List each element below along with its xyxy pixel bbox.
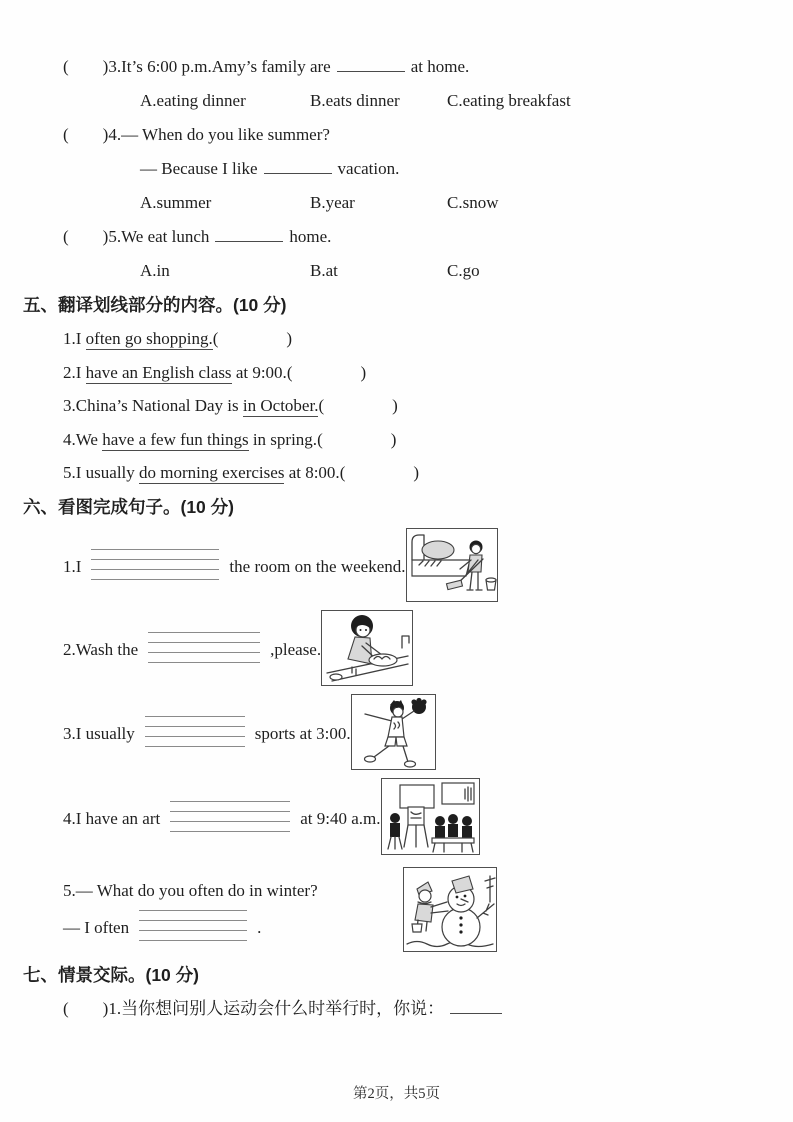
mc-question-3 — [0, 50, 793, 84]
answer-bracket[interactable] — [317, 430, 396, 449]
mc-options-3 — [0, 84, 793, 118]
mc-question-4-answer-line — [0, 152, 793, 186]
girl-washing-clothes-icon — [322, 611, 412, 685]
question-text: It’s 6:00 p.m.Amy’s family are — [121, 57, 331, 76]
section-5-title: 五、翻译划线部分的内容。(10 分) — [23, 295, 287, 315]
option-c: C.snow — [447, 193, 499, 212]
picture-item-4 — [0, 778, 793, 855]
sentence-text: the room on the weekend. — [229, 557, 406, 576]
option-b: B.year — [310, 193, 355, 212]
translate-item-1 — [0, 322, 793, 356]
option-a: A.summer — [140, 193, 212, 212]
bracket-open: ( — [63, 227, 69, 246]
art-class-icon — [382, 779, 479, 854]
sentence-text: at 9:40 a.m. — [300, 808, 381, 828]
question-line — [63, 872, 403, 909]
answer-blank[interactable] — [215, 223, 283, 242]
bracket-close: ) — [392, 396, 398, 415]
bracket-close: ) — [413, 463, 420, 482]
bracket-close: ) — [102, 57, 109, 76]
situational-item-1 — [0, 992, 793, 1026]
bracket-close: ) — [102, 227, 109, 246]
item-number: 3. — [63, 724, 76, 743]
answer-bracket[interactable] — [318, 396, 397, 415]
sentence-text: We — [75, 429, 103, 449]
sentence — [63, 632, 321, 663]
mc-options-4 — [0, 186, 793, 220]
sentence — [63, 716, 351, 747]
sentence-text: at 8:00. — [284, 463, 340, 482]
question-text: home. — [289, 227, 332, 246]
underlined-phrase: have an English class — [85, 362, 232, 382]
item-number: 3. — [63, 396, 76, 415]
picture-item-5 — [0, 867, 793, 952]
girl-washing-clothes-illustration — [321, 610, 413, 686]
picture-item-2 — [0, 610, 793, 686]
underlined-phrase: have a few fun things — [102, 429, 249, 449]
sentence-text: I — [75, 557, 82, 576]
sentence-text: — What do you often do in winter? — [75, 881, 318, 900]
sentence-text: . — [257, 918, 262, 937]
section-7-title: 七、情景交际。(10 分) — [23, 964, 199, 985]
answer-bracket[interactable] — [63, 125, 108, 144]
answer-blank[interactable] — [337, 53, 405, 72]
option-c: C.eating breakfast — [447, 91, 571, 110]
underlined-phrase: in October. — [242, 396, 319, 415]
bracket-open: ( — [318, 396, 325, 415]
sentence-text: China’s National Day is — [75, 396, 243, 415]
picture-item-1 — [0, 528, 793, 602]
answer-bracket[interactable] — [287, 363, 366, 382]
answer-blank[interactable] — [264, 155, 332, 174]
writing-lines-blank[interactable] — [91, 549, 219, 580]
sentence-text: Wash the — [75, 640, 139, 659]
sentence-text: I usually — [75, 724, 135, 743]
mc-question-4 — [0, 118, 793, 152]
option-a: A.eating dinner — [140, 91, 246, 110]
bracket-open: ( — [63, 57, 69, 76]
question-number: 5. — [108, 227, 122, 246]
question-text: at home. — [410, 57, 470, 76]
item-number: 2. — [63, 640, 76, 659]
writing-lines-blank[interactable] — [170, 801, 290, 832]
translate-item-5 — [0, 456, 793, 490]
translate-item-2 — [0, 356, 793, 390]
translate-item-3 — [0, 389, 793, 423]
bracket-close: ) — [102, 125, 109, 144]
item-number: 5. — [63, 463, 76, 482]
question-text: We eat lunch — [121, 227, 210, 246]
bracket-open: ( — [63, 998, 69, 1018]
writing-lines-blank[interactable] — [145, 716, 245, 747]
sentence-text: sports at 3:00. — [254, 724, 351, 743]
boy-mopping-floor-illustration — [406, 528, 498, 602]
translate-item-4 — [0, 423, 793, 457]
sentence-text: I — [75, 362, 86, 382]
bracket-open: ( — [63, 125, 69, 144]
bracket-open: ( — [317, 429, 323, 449]
sentence — [63, 872, 403, 946]
art-class-illustration — [381, 778, 480, 855]
bracket-close: ) — [102, 998, 109, 1018]
item-number: 2. — [63, 362, 76, 382]
sentence-text: — I often — [63, 918, 130, 937]
sentence-text: ,please. — [270, 640, 322, 659]
writing-lines-blank[interactable] — [139, 910, 247, 941]
option-b: B.at — [310, 261, 338, 280]
answer-bracket[interactable] — [340, 463, 419, 482]
bracket-open: ( — [286, 362, 293, 382]
question-text: — When do you like summer? — [121, 125, 330, 144]
question-text: vacation. — [337, 159, 400, 178]
answer-bracket[interactable] — [63, 227, 108, 246]
boy-mopping-floor-icon — [407, 529, 497, 601]
sentence — [63, 549, 406, 580]
boy-playing-baseball-illustration — [351, 694, 436, 770]
sentence — [63, 801, 381, 832]
boy-playing-baseball-icon — [352, 695, 435, 769]
child-making-snowman-icon — [404, 868, 496, 951]
answer-bracket[interactable] — [213, 329, 292, 348]
page-number: 第2页，共5页 — [353, 1086, 440, 1102]
sentence-text: in spring. — [248, 429, 318, 449]
question-text: — Because I like — [140, 159, 258, 178]
answer-bracket[interactable] — [63, 999, 108, 1018]
writing-lines-blank[interactable] — [148, 632, 260, 663]
option-c: C.go — [447, 261, 480, 280]
answer-bracket[interactable] — [63, 57, 108, 76]
bracket-close: ) — [360, 362, 367, 382]
sentence-text: at 9:00. — [231, 362, 287, 382]
sentence-text: I usually — [75, 463, 140, 482]
option-a: A.in — [140, 261, 170, 280]
section-6-title: 六、看图完成句子。(10 分) — [23, 496, 234, 517]
underlined-phrase: do morning exercises — [139, 463, 285, 482]
bracket-open: ( — [212, 329, 219, 348]
bracket-close: ) — [390, 429, 397, 449]
bracket-close: ) — [286, 329, 293, 348]
picture-item-3 — [0, 694, 793, 770]
item-number: 1. — [63, 329, 76, 348]
mc-question-5 — [0, 220, 793, 254]
option-b: B.eats dinner — [310, 91, 400, 110]
item-number: 5. — [63, 881, 76, 900]
question-number: 3. — [108, 57, 122, 76]
answer-blank[interactable] — [450, 995, 502, 1014]
item-number: 4. — [63, 808, 76, 828]
question-number: 4. — [108, 125, 122, 144]
child-making-snowman-illustration — [403, 867, 497, 952]
item-number: 4. — [63, 429, 76, 449]
sentence-text: I have an art — [75, 808, 161, 828]
bracket-open: ( — [339, 463, 346, 482]
answer-line — [63, 909, 403, 946]
sentence-text: I — [75, 329, 86, 348]
mc-options-5 — [0, 254, 793, 288]
underlined-phrase: often go shopping. — [85, 329, 213, 348]
item-number: 1. — [63, 557, 76, 576]
question-text: 当你想问别人运动会什么时举行时，你说： — [121, 998, 445, 1018]
item-number: 1. — [108, 998, 122, 1018]
